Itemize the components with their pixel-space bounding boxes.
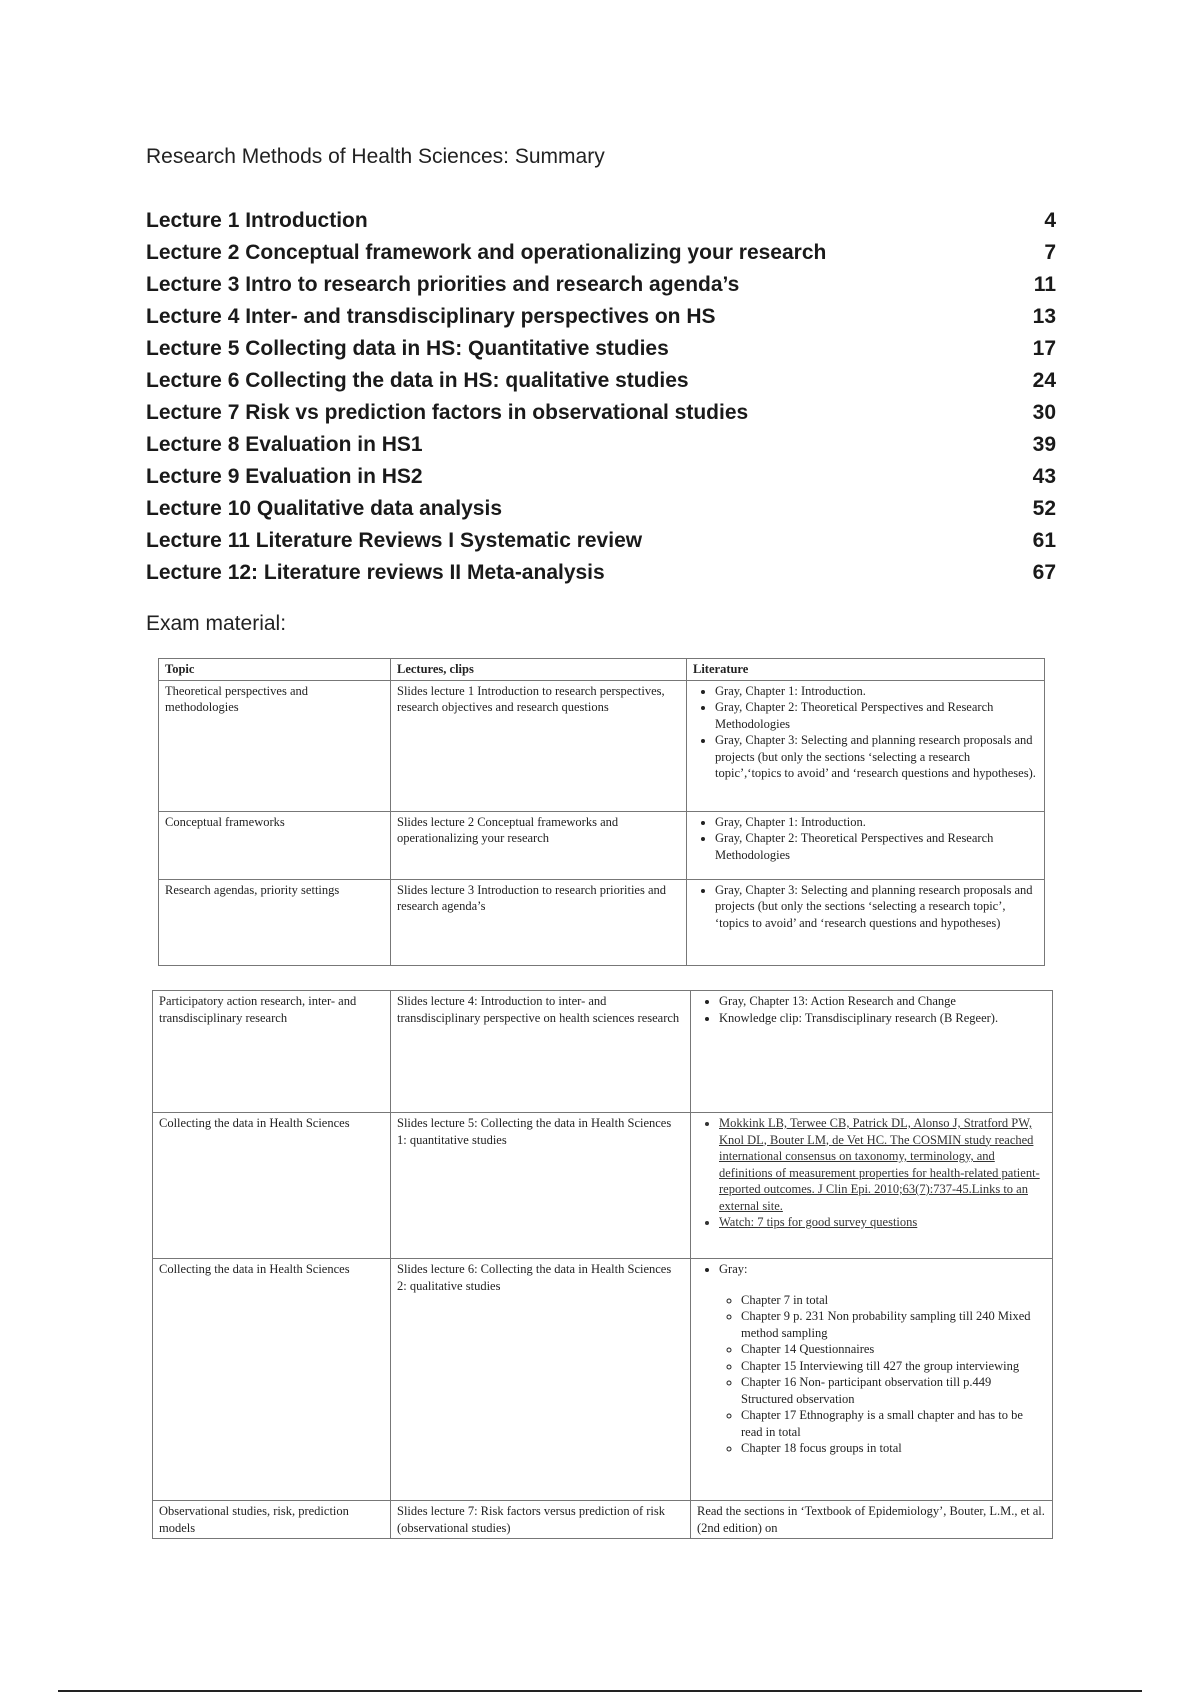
chapter-item: ◦ Chapter 9 p. 231 Non probability sampling till 240 Mixed method sampling [741, 1308, 1046, 1341]
toc-entry-page: 61 [1032, 529, 1056, 552]
toc-entry[interactable] [146, 464, 1056, 496]
toc-entry[interactable] [146, 496, 1056, 528]
literature-item: • Gray, Chapter 1: Introduction. [715, 814, 1038, 831]
exam-material-table [158, 658, 1045, 966]
table-row [153, 1501, 1053, 1539]
literature-cell [691, 1259, 1053, 1501]
literature-item: • Gray, Chapter 2: Theoretical Perspectives and Research Methodologies [715, 699, 1038, 732]
literature-item: • Gray, Chapter 3: Selecting and planning research proposals and projects (but only the sections ‘selecting a research topic’,‘topics to avoid’ and ‘research questions and hypotheses). [715, 732, 1038, 782]
literature-intro: Gray: [719, 1262, 748, 1276]
video-link[interactable]: • Watch: 7 tips for good survey questions [719, 1214, 1046, 1231]
toc-entry-page: 30 [1032, 401, 1056, 424]
chapter-item: ◦ Chapter 16 Non- participant observation till p.449 Structured observation [741, 1374, 1046, 1407]
table-row [159, 680, 1045, 811]
toc-entry-page: 24 [1032, 369, 1056, 392]
toc-entry-title: Lecture 9 Evaluation in HS2 [146, 465, 423, 488]
literature-item: • Knowledge clip: Transdisciplinary research (B Regeer). [719, 1010, 1046, 1027]
lectures-cell: Slides lecture 5: Collecting the data in Health Sciences 1: quantitative studies [391, 1113, 691, 1259]
toc-entry[interactable] [146, 240, 1056, 272]
lectures-cell: Slides lecture 4: Introduction to inter- and transdisciplinary perspective on health sciences research [391, 991, 691, 1113]
toc-entry[interactable] [146, 208, 1056, 240]
chapter-item: ◦ Chapter 17 Ethnography is a small chapter and has to be read in total [741, 1407, 1046, 1440]
table-row [153, 991, 1053, 1113]
literature-item: • Gray, Chapter 13: Action Research and Change [719, 993, 1046, 1010]
column-header-literature: Literature [687, 659, 1045, 681]
toc-entry-page: 11 [1033, 273, 1056, 296]
toc-entry-page: 13 [1032, 305, 1056, 328]
toc-entry-title: Lecture 11 Literature Reviews I Systematic review [146, 529, 643, 552]
chapter-item: ◦ Chapter 14 Questionnaires [741, 1341, 1046, 1358]
document-title: Research Methods of Health Sciences: Summary [146, 145, 605, 168]
topic-cell: Observational studies, risk, prediction models [153, 1501, 391, 1539]
toc-entry-page: 4 [1044, 209, 1056, 232]
table-row [153, 1113, 1053, 1259]
column-header-topic: Topic [159, 659, 391, 681]
table-row [153, 1259, 1053, 1501]
toc-entry-page: 17 [1032, 337, 1056, 360]
lectures-cell: Slides lecture 3 Introduction to research priorities and research agenda’s [391, 879, 687, 965]
literature-cell: Read the sections in ‘Textbook of Epidemiology’, Bouter, L.M., et al. (2nd edition) on [691, 1501, 1053, 1539]
toc-entry-title: Lecture 8 Evaluation in HS1 [146, 433, 423, 456]
toc-entry[interactable] [146, 336, 1056, 368]
table-header-row [159, 659, 1045, 681]
chapter-item: ◦ Chapter 15 Interviewing till 427 the group interviewing [741, 1358, 1046, 1375]
toc-entry[interactable] [146, 368, 1056, 400]
reference-link[interactable]: • Mokkink LB, Terwee CB, Patrick DL, Alonso J, Stratford PW, Knol DL, Bouter LM, de Vet HC. The COSMIN study reached international consensus on taxonomy, terminology, and definitions of measurement properties for health-related patient-reported outcomes. J Clin Epi. 2010;63(7):737-45.Links to an external site. [719, 1115, 1046, 1214]
toc-entry-page: 43 [1032, 465, 1056, 488]
toc-entry-title: Lecture 3 Intro to research priorities and research agenda’s [146, 273, 740, 296]
toc-entry[interactable] [146, 272, 1056, 304]
page-footer-divider [58, 1690, 1142, 1692]
toc-entry-title: Lecture 7 Risk vs prediction factors in observational studies [146, 401, 749, 424]
table-row [159, 811, 1045, 879]
toc-entry[interactable] [146, 432, 1056, 464]
toc-entry-title: Lecture 12: Literature reviews II Meta-analysis [146, 561, 605, 584]
toc-entry-title: Lecture 5 Collecting data in HS: Quantitative studies [146, 337, 669, 360]
column-header-lectures: Lectures, clips [391, 659, 687, 681]
lectures-cell: Slides lecture 2 Conceptual frameworks and operationalizing your research [391, 811, 687, 879]
toc-entry-title: Lecture 6 Collecting the data in HS: qualitative studies [146, 369, 689, 392]
toc-entry-title: Lecture 2 Conceptual framework and operationalizing your research [146, 241, 827, 264]
literature-item [719, 1261, 1046, 1457]
lectures-cell: Slides lecture 7: Risk factors versus prediction of risk (observational studies) [391, 1501, 691, 1539]
toc-entry[interactable] [146, 400, 1056, 432]
toc-entry[interactable] [146, 304, 1056, 336]
literature-cell [691, 991, 1053, 1113]
topic-cell: Collecting the data in Health Sciences [153, 1259, 391, 1501]
table-of-contents [146, 208, 1056, 592]
toc-entry-page: 67 [1032, 561, 1056, 584]
table-row [159, 879, 1045, 965]
toc-entry-page: 39 [1032, 433, 1056, 456]
exam-material-table-continued [152, 990, 1053, 1539]
toc-entry[interactable] [146, 528, 1056, 560]
literature-item: • Gray, Chapter 2: Theoretical Perspectives and Research Methodologies [715, 830, 1038, 863]
exam-material-heading: Exam material: [146, 612, 287, 635]
literature-cell [687, 680, 1045, 811]
literature-item: • Gray, Chapter 3: Selecting and planning research proposals and projects (but only the sections ‘selecting a research topic’, ‘topics to avoid’ and ‘research questions and hypotheses) [715, 882, 1038, 932]
topic-cell: Collecting the data in Health Sciences [153, 1113, 391, 1259]
topic-cell: Theoretical perspectives and methodologies [159, 680, 391, 811]
literature-item: • Gray, Chapter 1: Introduction. [715, 683, 1038, 700]
toc-entry-title: Lecture 1 Introduction [146, 209, 368, 232]
literature-cell [687, 879, 1045, 965]
toc-entry[interactable] [146, 560, 1056, 592]
toc-entry-title: Lecture 4 Inter- and transdisciplinary perspectives on HS [146, 305, 716, 328]
topic-cell: Participatory action research, inter- and transdisciplinary research [153, 991, 391, 1113]
toc-entry-title: Lecture 10 Qualitative data analysis [146, 497, 502, 520]
literature-cell [691, 1113, 1053, 1259]
toc-entry-page: 52 [1032, 497, 1056, 520]
toc-entry-page: 7 [1044, 241, 1056, 264]
lectures-cell: Slides lecture 1 Introduction to research perspectives, research objectives and research questions [391, 680, 687, 811]
lectures-cell: Slides lecture 6: Collecting the data in Health Sciences 2: qualitative studies [391, 1259, 691, 1501]
literature-cell [687, 811, 1045, 879]
chapter-item: ◦ Chapter 7 in total [741, 1292, 1046, 1309]
topic-cell: Conceptual frameworks [159, 811, 391, 879]
topic-cell: Research agendas, priority settings [159, 879, 391, 965]
chapter-item: ◦ Chapter 18 focus groups in total [741, 1440, 1046, 1457]
